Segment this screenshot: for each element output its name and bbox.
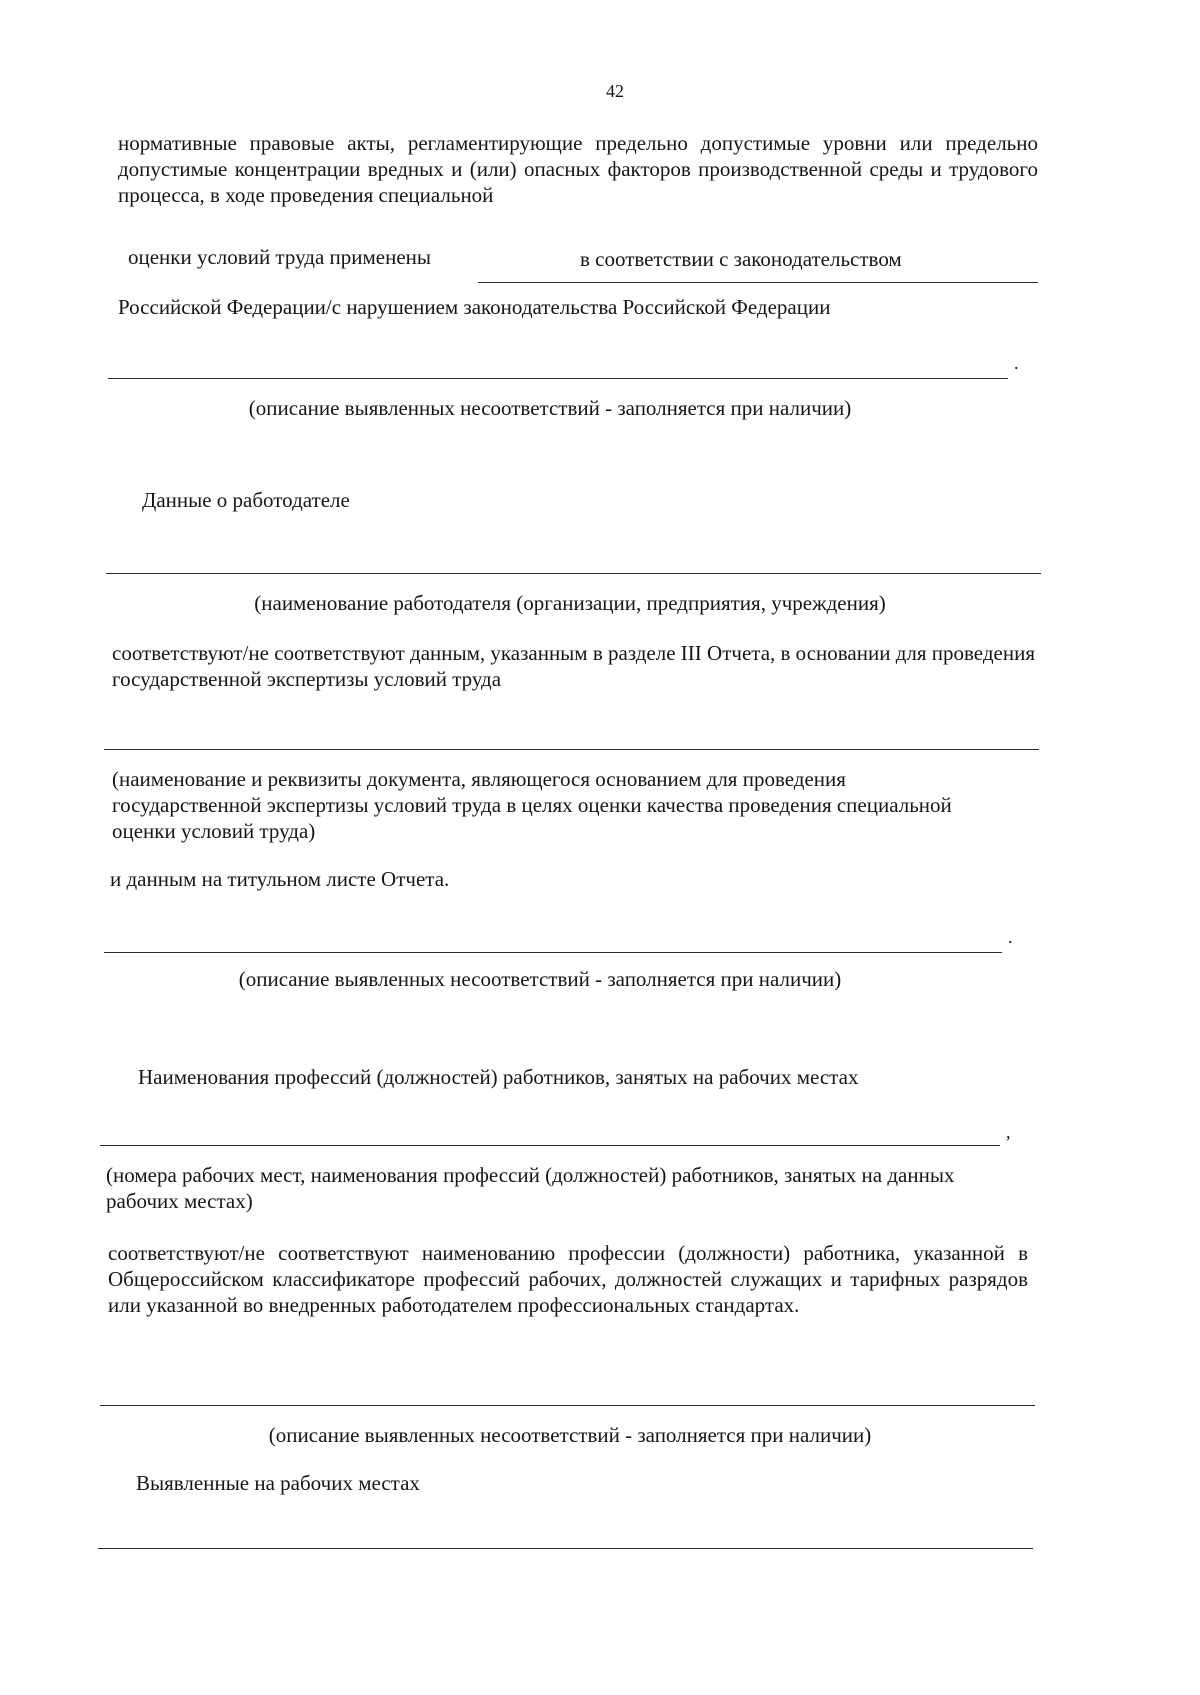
identified-label: Выявленные на рабочих местах [136, 1471, 420, 1495]
application-filled-value: в соответствии с законодательством [580, 247, 902, 271]
document-line [104, 749, 1039, 750]
federation-text: Российской Федерации/с нарушением законодательства Российской Федерации [118, 295, 831, 319]
intro-paragraph: нормативные правовые акты, регламентирующие предельно допустимые уровни или предельно допустимые концентрации вредных и (или) опасных факторов производственной среды и трудового процесса, в ходе проведения специальной [118, 131, 1038, 207]
line-end-comma: , [1006, 1122, 1011, 1142]
nonconformity-caption-3: (описание выявленных несоответствий - заполняется при наличии) [268, 1423, 872, 1447]
employer-label: Данные о работодателе [142, 488, 350, 512]
professions-label: Наименования профессий (должностей) работников, занятых на рабочих местах [138, 1065, 859, 1089]
nonconformity-caption-2: (описание выявленных несоответствий - заполняется при наличии) [238, 967, 842, 991]
identified-line [98, 1548, 1033, 1549]
page-number: 42 [606, 81, 624, 101]
nonconformity-line-2 [104, 952, 1002, 953]
employer-caption: (наименование работодателя (организации, предприятия, учреждения) [254, 591, 886, 615]
nonconformity-line-1 [108, 378, 1008, 379]
nonconformity-caption-1: (описание выявленных несоответствий - заполняется при наличии) [248, 396, 852, 420]
employer-paragraph: соответствуют/не соответствуют данным, указанным в разделе III Отчета, в основании для проведения государственной экспертизы условий труда [112, 641, 1035, 691]
title-page-text: и данным на титульном листе Отчета. [110, 867, 450, 891]
application-underline [478, 282, 1038, 283]
application-label: оценки условий труда применены [128, 245, 432, 269]
professions-line [100, 1145, 1000, 1146]
employer-line [106, 573, 1041, 574]
nonconformity-line-3 [100, 1405, 1035, 1406]
line-end-dot-2: . [1008, 927, 1013, 947]
professions-paragraph: соответствуют/не соответствуют наименованию профессии (должности) работника, указанной в Общероссийском классификаторе профессий рабочих, должностей служащих и тарифных разрядов или указанной во внедренных работодателем профессиональных стандартах. [108, 1241, 1028, 1317]
workplaces-caption: (номера рабочих мест, наименования профессий (должностей) работников, занятых на данных рабочих местах) [106, 1163, 955, 1213]
line-end-dot-1: . [1014, 353, 1019, 373]
document-caption: (наименование и реквизиты документа, являющегося основанием для проведения государственной экспертизы условий труда в целях оценки качества проведения специальной оценки условий труда) [112, 767, 952, 843]
